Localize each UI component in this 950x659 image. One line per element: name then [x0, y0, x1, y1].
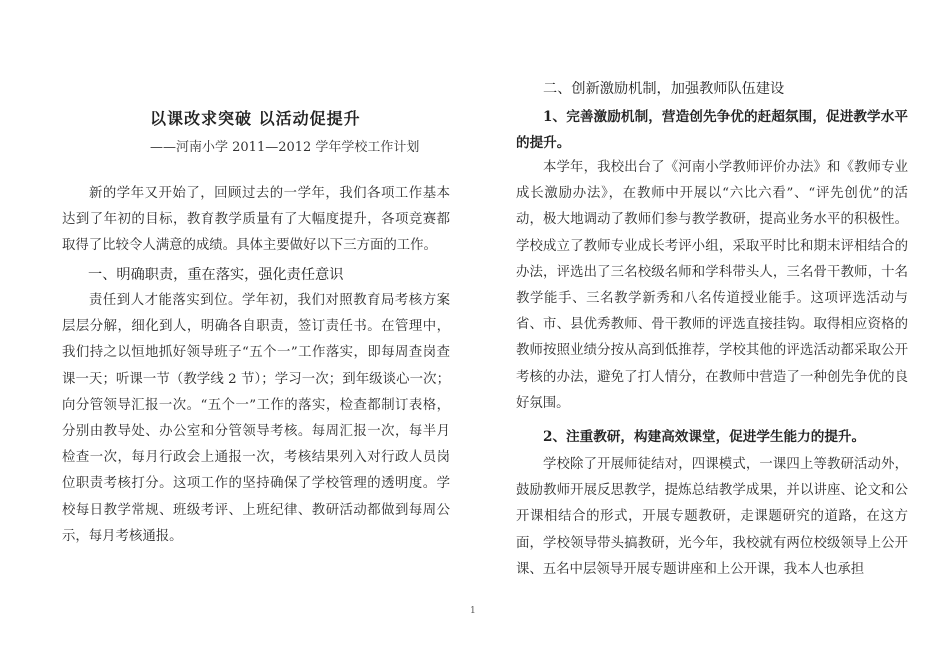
- document-subtitle: ——河南小学 2011—2012 学年学校工作计划: [150, 140, 420, 155]
- section-1-heading: 一、明确职责，重在落实，强化责任意识: [88, 267, 344, 283]
- document-title: 以课改求突破 以活动促提升: [150, 109, 361, 128]
- subsection-1-body: 本学年，我校出台了《河南小学教师评价办法》和《教师专业成长激励办法》，在教师中开展以“六比六看”、“评先创优”的活动，极大地调动了教师们参与教学教研，提高业务水平的积极性。学校成立了教师专业成长考评小组，采取平时比和期末评相结合的办法，评选出了三名校级名师和学科带头人，三名骨干教师，十名教学能手、三名教学新秀和八名传道授业能手。这项评选活动与省、市、县优秀教师、骨干教师的评选直接挂钩。取得相应资格的教师按照业绩分按从高到低推荐，学校其他的评选活动都采取公开考核的办法，避免了打人情分，在教师中营造了一种创先争优的良好氛围。: [516, 160, 908, 411]
- page-number: 1: [470, 606, 476, 616]
- intro-paragraph: 新的学年又开始了，回顾过去的一学年，我们各项工作基本达到了年初的目标，教育教学质量有了大幅度提升，各项竞赛都取得了比较令人满意的成绩。具体主要做好以下三方面的工作。: [62, 186, 450, 254]
- section-2-heading: 二、创新激励机制，加强教师队伍建设: [543, 81, 785, 97]
- section-1-body: 责任到人才能落实到位。学年初，我们对照教育局考核方案层层分解，细化到人，明确各自职责，签订责任书。在管理中，我们持之以恒地抓好领导班子“五个一”工作落实，即每周查岗查课一天；听课一节（教学线 2 节）；学习一次；到年级谈心一次；向分管领导汇报一次。“五个一”工作的落实，检查都制订表格，分别由教导处、办公室和分管领导考核。每周汇报一次，每半月检查一次，每月行政会上通报一次，考核结果列入对行政人员岗位职责考核打分。这项工作的坚持确保了学校管理的透明度。学校每日教学常规、班级考评、上班纪律、教研活动都做到每周公示，每月考核通报。: [62, 293, 450, 544]
- subsection-1-heading: 1、完善激励机制，营造创先争优的赶超氛围，促进教学水平的提升。: [516, 109, 908, 151]
- subsection-2-heading: 2、注重教研，构建高效课堂，促进学生能力的提升。: [543, 429, 866, 445]
- subsection-2-body: 学校除了开展师徒结对，四课模式，一课四上等教研活动外，鼓励教师开展反思教学，提炼总结教学成果，并以讲座、论文和公开课相结合的形式，开展专题教研，走课题研究的道路，在这方面，学校领导带头搞教研，光今年，我校就有两位校级领导上公开课、五名中层领导开展专题讲座和上公开课，我本人也承担: [516, 457, 908, 577]
